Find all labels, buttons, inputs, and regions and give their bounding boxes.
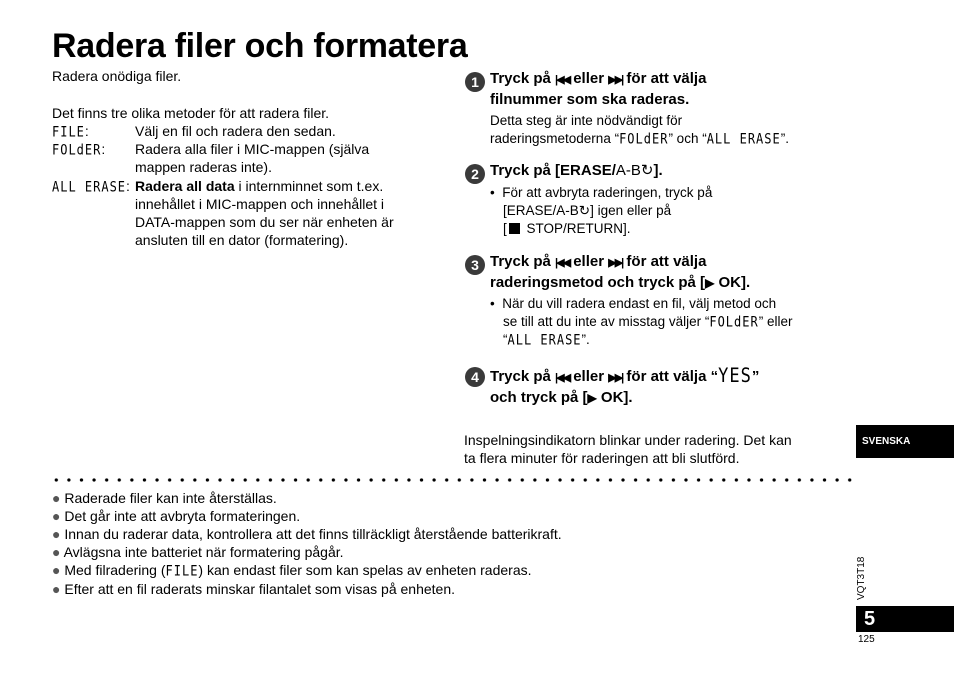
step-2-instruction: Tryck på [ERASE/A-B↻]. <box>490 162 663 179</box>
section-number-tab: 5 <box>856 606 954 632</box>
step-2-number: 2 <box>465 164 485 184</box>
method-code-folder: FOLdER <box>52 141 102 159</box>
intro-text: Radera onödiga filer. <box>52 68 182 84</box>
method-folder: FOLdER: <box>52 140 105 159</box>
list-item: ● Med filradering (FILE) kan endast filer som kan spelas av enheten raderas. <box>52 562 532 580</box>
list-item: ● Avlägsna inte batteriet när formatering pågår. <box>52 544 344 560</box>
stop-icon <box>509 223 520 234</box>
method-code-allerase: ALL ERASE <box>52 178 127 196</box>
methods-intro: Det finns tre olika metoder för att radera filer. <box>52 105 330 121</box>
skip-back-icon: |◀◀ <box>555 74 570 86</box>
page-title: Radera filer och formatera <box>52 27 468 65</box>
skip-forward-icon: ▶▶| <box>608 372 623 384</box>
dotted-separator <box>50 477 856 483</box>
method-folder-desc: Radera alla filer i MIC-mappen (själva mappen raderas inte). <box>135 141 370 175</box>
step-3-number: 3 <box>465 255 485 275</box>
step-3-bullets: • När du vill radera endast en fil, välj metod och se till att du inte av misstag väljer “FOLdER” eller “ALL ERASE”. <box>490 296 793 349</box>
list-item: ● Innan du raderar data, kontrollera att det finns tillräckligt återstående batterikraft. <box>52 526 562 542</box>
method-code-file: FILE <box>52 123 85 141</box>
method-allerase: ALL ERASE: <box>52 177 130 196</box>
page-number: 125 <box>858 634 875 645</box>
step-3-instruction: Tryck på |◀◀ eller ▶▶| för att välja raderingsmetod och tryck på [▶ OK]. <box>490 253 751 291</box>
step-1-instruction: Tryck på |◀◀ eller ▶▶| för att välja filnummer som ska raderas. <box>490 70 707 108</box>
list-item: ● Det går inte att avbryta formateringen. <box>52 508 301 524</box>
play-icon: ▶ <box>705 276 715 290</box>
indicator-note: Inspelningsindikatorn blinkar under radering. Det kan ta flera minuter för raderingen att bli slutförd. <box>464 432 792 466</box>
method-allerase-desc: Radera all data i internminnet som t.ex. innehållet i MIC-mappen och innehållet i DATA-mappen som du ser när enheten är ansluten till en dator (formatering). <box>135 178 394 248</box>
step-1-number: 1 <box>465 72 485 92</box>
method-file-desc: Välj en fil och radera den sedan. <box>135 123 336 139</box>
skip-back-icon: |◀◀ <box>555 372 570 384</box>
notes-list <box>52 489 832 598</box>
play-icon: ▶ <box>587 391 597 405</box>
language-tab: SVENSKA <box>856 425 954 458</box>
skip-back-icon: |◀◀ <box>555 257 570 269</box>
list-item: ● Raderade filer kan inte återställas. <box>52 490 277 506</box>
ab-repeat-icon: A-B↻ <box>556 203 591 218</box>
method-file: FILE: <box>52 122 89 141</box>
ab-repeat-icon: A-B↻ <box>615 162 654 179</box>
list-item: ● Efter att en fil raderats minskar filantalet som visas på enheten. <box>52 581 455 597</box>
step-4-number: 4 <box>465 367 485 387</box>
step-1-subnote: Detta steg är inte nödvändigt för raderingsmetoderna “FOLdER” och “ALL ERASE”. <box>490 113 789 148</box>
skip-forward-icon: ▶▶| <box>608 257 623 269</box>
doc-code: VQT3T18 <box>856 556 867 600</box>
step-2-bullets: • För att avbryta raderingen, tryck på [ERASE/A-B↻] igen eller på [ STOP/RETURN]. <box>490 185 713 236</box>
skip-forward-icon: ▶▶| <box>608 74 623 86</box>
step-4-instruction: Tryck på |◀◀ eller ▶▶| för att välja “YES” och tryck på [▶ OK]. <box>490 364 760 406</box>
